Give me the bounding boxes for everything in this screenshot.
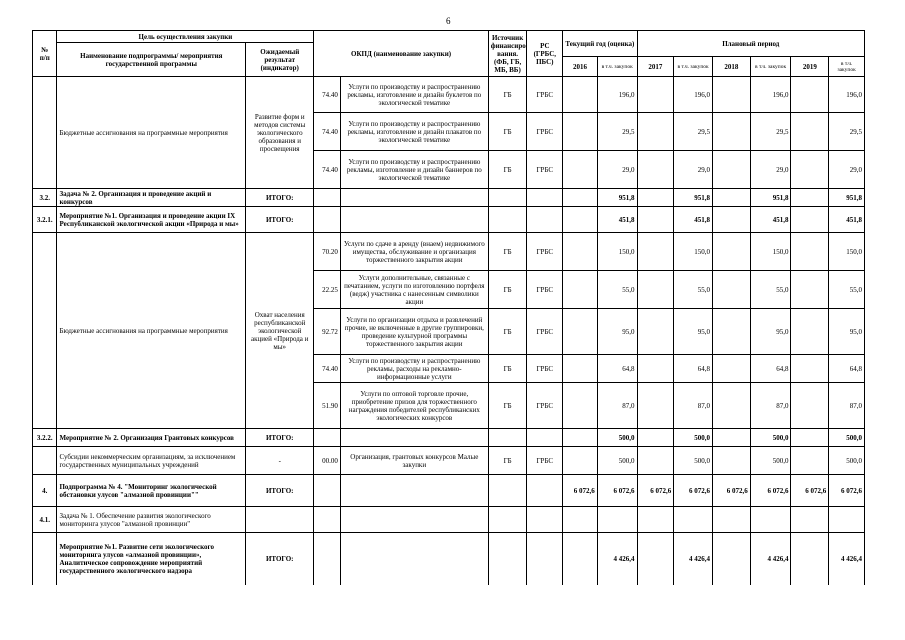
source: ГБ: [488, 383, 527, 429]
value-cell: 29,0: [829, 151, 865, 189]
header-incl-2018: в т.ч. закупок: [750, 57, 791, 77]
value-cell: 451,8: [750, 207, 791, 233]
header-okpd: ОКПД (наименование закупки): [314, 31, 488, 77]
okpd-desc: Услуги по сдаче в аренду (внаем) недвижимого имущества, обслуживание и организация торжественного закрытия акции: [340, 233, 488, 271]
okpd-code: 22.25: [314, 271, 341, 309]
value-cell: 951,8: [674, 189, 713, 207]
header-incl-2019: в т.ч. закупок: [829, 57, 865, 77]
rs: ГРБС: [527, 77, 563, 113]
table-row: [33, 447, 865, 475]
value-cell: 6 072,6: [791, 475, 829, 507]
value-cell: 64,8: [674, 355, 713, 383]
value-cell: 951,8: [829, 189, 865, 207]
rs: ГРБС: [527, 151, 563, 189]
value-cell: 6 072,6: [637, 475, 674, 507]
rs: ГРБС: [527, 233, 563, 271]
table-row: [33, 207, 865, 233]
value-cell: 951,8: [597, 189, 637, 207]
header-year-2018: 2018: [712, 57, 750, 77]
value-cell: 500,0: [674, 429, 713, 447]
okpd-desc: Услуги дополнительные, связанные с печатанием, услуги по изготовлению портфеля (ведж) участника с нанесенным символики акции: [340, 271, 488, 309]
header-current-year: Текущий год (оценка): [563, 31, 637, 57]
header-incl-2017: в т.ч. закупок: [674, 57, 713, 77]
header-num: № п/п: [33, 31, 57, 77]
itogo-label: ИТОГО:: [246, 207, 314, 233]
value-cell: 4 426,4: [750, 533, 791, 585]
value-cell: 451,8: [829, 207, 865, 233]
value-cell: 500,0: [829, 447, 865, 475]
header-incl-2016: в т.ч. закупок: [597, 57, 637, 77]
value-cell: 6 072,6: [597, 475, 637, 507]
value-cell: 500,0: [597, 429, 637, 447]
source: ГБ: [488, 271, 527, 309]
okpd-desc: Услуги по производству и распространению рекламы, изготовление и дизайн буклетов по экологической тематике: [340, 77, 488, 113]
okpd-desc: Услуги по производству и распространению рекламы, изготовление и дизайн баннеров по экологической тематике: [340, 151, 488, 189]
source: ГБ: [488, 447, 527, 475]
value-cell: 55,0: [829, 271, 865, 309]
value-cell: 6 072,6: [829, 475, 865, 507]
value-cell: 196,0: [829, 77, 865, 113]
value-cell: 64,8: [829, 355, 865, 383]
value-cell: 6 072,6: [674, 475, 713, 507]
okpd-code: 00.00: [314, 447, 341, 475]
value-cell: 55,0: [597, 271, 637, 309]
table-row: [33, 189, 865, 207]
procurement-table: [32, 30, 865, 585]
table-row: [33, 233, 865, 271]
value-cell: 451,8: [597, 207, 637, 233]
rs: ГРБС: [527, 447, 563, 475]
rs: ГРБС: [527, 355, 563, 383]
okpd-code: 74.40: [314, 77, 341, 113]
value-cell: 500,0: [597, 447, 637, 475]
rs: ГРБС: [527, 309, 563, 355]
value-cell: 4 426,4: [829, 533, 865, 585]
expected-result: Развитие форм и методов системы экологического образования и просвещения: [246, 77, 314, 189]
budget-label: Бюджетные ассигнования на программные мероприятия: [57, 233, 246, 429]
header-goal: Цель осуществления закупки: [57, 31, 314, 43]
value-cell: 95,0: [750, 309, 791, 355]
value-cell: 500,0: [674, 447, 713, 475]
table-row: [33, 429, 865, 447]
okpd-desc: Услуги по производству и распространению рекламы, расходы на рекламно-информационные услуги: [340, 355, 488, 383]
okpd-code: 51.90: [314, 383, 341, 429]
subsidy-name: Субсидии некоммерческим организациям, за исключением государственных муниципальных учреждений: [57, 447, 246, 475]
expected-result: Охват населения республиканской экологической акцией «Природа и мы»: [246, 233, 314, 429]
value-cell: 29,5: [829, 113, 865, 151]
header-year-2017: 2017: [637, 57, 674, 77]
expected-result: -: [246, 447, 314, 475]
value-cell: 87,0: [674, 383, 713, 429]
value-cell: 4 426,4: [674, 533, 713, 585]
row-number: 3.2.2.: [33, 429, 57, 447]
source: ГБ: [488, 309, 527, 355]
value-cell: 29,0: [597, 151, 637, 189]
measure-name: Мероприятие №1. Организация и проведение акции IX Республиканской экологической акции «Природа и мы»: [57, 207, 246, 233]
value-cell: 87,0: [597, 383, 637, 429]
value-cell: 6 072,6: [563, 475, 598, 507]
row-number: 3.2.: [33, 189, 57, 207]
header-rs: РС (ГРБС, ПБС): [527, 31, 563, 77]
value-cell: 150,0: [674, 233, 713, 271]
rs: ГРБС: [527, 113, 563, 151]
value-cell: 150,0: [597, 233, 637, 271]
source: ГБ: [488, 151, 527, 189]
source: ГБ: [488, 113, 527, 151]
row-number: 4.: [33, 475, 57, 507]
value-cell: 64,8: [597, 355, 637, 383]
measure-name: Мероприятие № 2. Организация Грантовых конкурсов: [57, 429, 246, 447]
table-row: [33, 507, 865, 533]
okpd-code: 74.40: [314, 151, 341, 189]
measure-name: Мероприятие №1. Развитие сети экологического мониторинга улусов «алмазной провинции», Аналитическое сопровождение мероприятий государственного экологического надзора: [57, 533, 246, 585]
value-cell: 500,0: [829, 429, 865, 447]
subprogram-name: Подпрограмма № 4. "Мониторинг экологической обстановки улусов "алмазной провинции"": [57, 475, 246, 507]
okpd-code: 70.20: [314, 233, 341, 271]
okpd-code: 74.40: [314, 113, 341, 151]
task-name: Задача № 2. Организация и проведение акций и конкурсов: [57, 189, 246, 207]
value-cell: 29,5: [597, 113, 637, 151]
value-cell: 6 072,6: [712, 475, 750, 507]
okpd-desc: Услуги по оптовой торговле прочие, приобретение призов для торжественного награждения победителей республиканских экологических конкурсов: [340, 383, 488, 429]
row-number: 3.2.1.: [33, 207, 57, 233]
value-cell: 64,8: [750, 355, 791, 383]
itogo-label: ИТОГО:: [246, 475, 314, 507]
value-cell: 500,0: [750, 429, 791, 447]
budget-label: Бюджетные ассигнования на программные мероприятия: [57, 77, 246, 189]
header-source: Источник финансиро вания. (ФБ, ГБ, МБ, ВБ): [488, 31, 527, 77]
value-cell: 29,0: [750, 151, 791, 189]
itogo-label: ИТОГО:: [246, 189, 314, 207]
okpd-code: 92.72: [314, 309, 341, 355]
header-result: Ожидаемый результат (индикатор): [246, 43, 314, 77]
rs: ГРБС: [527, 383, 563, 429]
value-cell: 951,8: [750, 189, 791, 207]
rs: ГРБС: [527, 271, 563, 309]
okpd-code: 74.40: [314, 355, 341, 383]
itogo-label: ИТОГО:: [246, 429, 314, 447]
value-cell: 196,0: [750, 77, 791, 113]
value-cell: 95,0: [829, 309, 865, 355]
value-cell: 29,0: [674, 151, 713, 189]
source: ГБ: [488, 355, 527, 383]
source: ГБ: [488, 77, 527, 113]
value-cell: 500,0: [750, 447, 791, 475]
value-cell: 29,5: [750, 113, 791, 151]
okpd-desc: Организация, грантовых конкурсов Малые закупки: [340, 447, 488, 475]
value-cell: 150,0: [750, 233, 791, 271]
table-row: [33, 475, 865, 507]
page-number: 6: [446, 16, 451, 26]
value-cell: 95,0: [597, 309, 637, 355]
value-cell: 95,0: [674, 309, 713, 355]
value-cell: 87,0: [829, 383, 865, 429]
okpd-desc: Услуги по производству и распространению рекламы, изготовление и дизайн плакатов по экологической тематике: [340, 113, 488, 151]
row-number: 4.1.: [33, 507, 57, 533]
value-cell: 150,0: [829, 233, 865, 271]
value-cell: 87,0: [750, 383, 791, 429]
okpd-desc: Услуги по организации отдыха и развлечений прочие, не включенные в другие группировки, проведение культурной программы торжественного закрытия акции: [340, 309, 488, 355]
value-cell: 196,0: [674, 77, 713, 113]
value-cell: 55,0: [750, 271, 791, 309]
header-year-2019: 2019: [791, 57, 829, 77]
value-cell: 55,0: [674, 271, 713, 309]
itogo-label: ИТОГО:: [246, 533, 314, 585]
source: ГБ: [488, 233, 527, 271]
header-planned-period: Плановый период: [637, 31, 864, 57]
value-cell: 451,8: [674, 207, 713, 233]
value-cell: 196,0: [597, 77, 637, 113]
value-cell: 6 072,6: [750, 475, 791, 507]
value-cell: 29,5: [674, 113, 713, 151]
task-name: Задача № 1. Обеспечение развития экологического мониторинга улусов "алмазной провинции": [57, 507, 246, 533]
value-cell: 4 426,4: [597, 533, 637, 585]
table-row: [33, 77, 865, 113]
header-name: Наименование подпрограммы/ мероприятия государственной программы: [57, 43, 246, 77]
table-row: [33, 533, 865, 585]
header-year-2016: 2016: [563, 57, 598, 77]
